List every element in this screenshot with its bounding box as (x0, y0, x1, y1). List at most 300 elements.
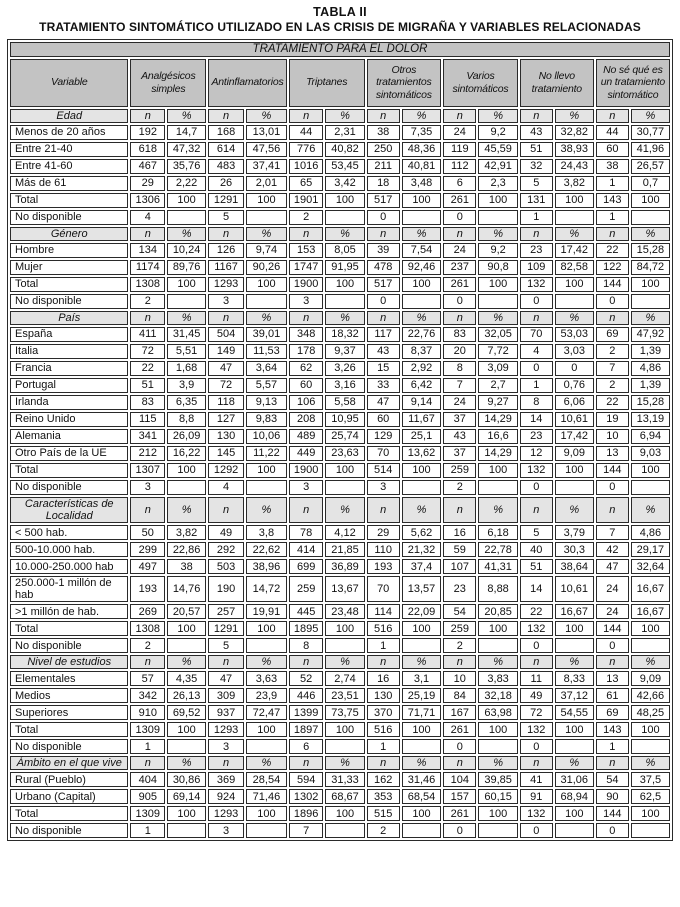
subheader-n: n (367, 655, 400, 669)
table-row (10, 463, 670, 478)
data-cell: 8 (289, 638, 324, 653)
data-cell: 32,64 (631, 559, 670, 574)
data-cell: 26 (208, 176, 244, 191)
data-cell: 23 (520, 243, 553, 258)
subheader-pct: % (555, 756, 594, 770)
data-cell (246, 739, 287, 754)
data-cell: 29,17 (631, 542, 670, 557)
data-cell: 89,76 (167, 260, 206, 275)
subheader-pct: % (402, 756, 441, 770)
column-header-variable: Variable (10, 59, 128, 107)
data-cell: 14,29 (478, 446, 517, 461)
table-row (10, 789, 670, 804)
data-cell: 2 (443, 480, 476, 495)
data-cell: 59 (443, 542, 476, 557)
data-cell (246, 480, 287, 495)
data-cell: 1,39 (631, 378, 670, 393)
data-cell: 25,19 (402, 688, 441, 703)
data-cell: 22 (596, 243, 629, 258)
data-cell: 119 (443, 142, 476, 157)
data-cell: 132 (520, 463, 553, 478)
data-cell: 20,85 (478, 604, 517, 619)
data-cell (325, 294, 364, 309)
data-cell: 130 (208, 429, 244, 444)
data-cell: 10 (443, 671, 476, 686)
subheader-pct: % (631, 311, 670, 325)
data-cell: 259 (443, 621, 476, 636)
data-cell: 489 (289, 429, 324, 444)
data-cell: 131 (520, 193, 553, 208)
data-cell (167, 638, 206, 653)
data-cell: 100 (167, 277, 206, 292)
data-cell: 9,13 (246, 395, 287, 410)
data-cell: 24 (443, 125, 476, 140)
data-cell: 369 (208, 772, 244, 787)
subheader-pct: % (478, 311, 517, 325)
data-cell: 10 (596, 429, 629, 444)
data-cell: 1 (520, 378, 553, 393)
data-cell: 2 (130, 294, 165, 309)
data-cell: 1291 (208, 621, 244, 636)
data-cell (478, 210, 517, 225)
data-cell: 0 (520, 361, 553, 376)
row-label: Francia (10, 361, 128, 376)
subheader-pct: % (246, 497, 287, 523)
data-cell: 7 (289, 823, 324, 838)
data-cell: 33 (367, 378, 400, 393)
data-cell: 72 (208, 378, 244, 393)
data-cell: 212 (130, 446, 165, 461)
data-cell: 9,2 (478, 125, 517, 140)
subheader-n: n (130, 311, 165, 325)
data-cell: 1167 (208, 260, 244, 275)
data-cell: 44 (596, 125, 629, 140)
data-cell: 100 (246, 806, 287, 821)
data-cell: 72 (130, 344, 165, 359)
data-cell: 43 (443, 429, 476, 444)
band-title: TRATAMIENTO PARA EL DOLOR (10, 42, 670, 57)
data-cell: 11 (520, 671, 553, 686)
data-cell: 0 (520, 638, 553, 653)
data-cell: 117 (367, 327, 400, 342)
data-cell (402, 739, 441, 754)
data-cell: 16,67 (631, 576, 670, 602)
data-cell: 100 (478, 806, 517, 821)
data-cell: 100 (325, 463, 364, 478)
data-cell: 100 (631, 193, 670, 208)
data-cell: 100 (402, 463, 441, 478)
data-cell: 53,03 (555, 327, 594, 342)
subheader-pct: % (402, 109, 441, 123)
data-cell: 100 (555, 277, 594, 292)
data-cell: 1 (596, 210, 629, 225)
data-cell: 517 (367, 277, 400, 292)
table-row (10, 429, 670, 444)
data-cell (631, 294, 670, 309)
data-cell: 16,67 (555, 604, 594, 619)
data-cell: 144 (596, 463, 629, 478)
subheader-pct: % (167, 227, 206, 241)
data-cell: 47,92 (631, 327, 670, 342)
data-cell: 37,5 (631, 772, 670, 787)
data-cell: 13,57 (402, 576, 441, 602)
data-cell: 237 (443, 260, 476, 275)
subheader-pct: % (402, 311, 441, 325)
data-cell (478, 294, 517, 309)
data-cell: 16,6 (478, 429, 517, 444)
data-cell: 100 (167, 621, 206, 636)
data-cell: 1,39 (631, 344, 670, 359)
data-cell: 41 (520, 772, 553, 787)
data-cell: 0 (596, 638, 629, 653)
data-cell: 11,53 (246, 344, 287, 359)
subheader-n: n (367, 227, 400, 241)
data-cell: 1895 (289, 621, 324, 636)
table-row (10, 344, 670, 359)
data-cell: 0,76 (555, 378, 594, 393)
data-cell: 22,62 (246, 542, 287, 557)
section-name: Edad (10, 109, 128, 123)
data-cell: 19,91 (246, 604, 287, 619)
section-name: Ámbito en el que vive (10, 756, 128, 770)
data-cell: 3,8 (246, 525, 287, 540)
subheader-pct: % (478, 109, 517, 123)
data-cell: 100 (325, 193, 364, 208)
subheader-pct: % (631, 227, 670, 241)
data-cell: 0 (596, 823, 629, 838)
data-cell: 145 (208, 446, 244, 461)
data-cell: 144 (596, 277, 629, 292)
data-cell: 50 (130, 525, 165, 540)
data-cell: 1900 (289, 463, 324, 478)
data-cell: 13 (596, 671, 629, 686)
subheader-n: n (208, 109, 244, 123)
subheader-pct: % (167, 756, 206, 770)
data-cell: 38 (596, 159, 629, 174)
row-label: Rural (Pueblo) (10, 772, 128, 787)
data-cell: 37,41 (246, 159, 287, 174)
data-cell: 22,78 (478, 542, 517, 557)
data-cell: 7,35 (402, 125, 441, 140)
data-cell: 72 (520, 705, 553, 720)
data-cell: 1 (130, 823, 165, 838)
data-cell (631, 210, 670, 225)
data-cell: 5 (208, 210, 244, 225)
data-cell: 39 (367, 243, 400, 258)
data-cell: 100 (167, 722, 206, 737)
section-header-row (10, 756, 670, 770)
data-cell: 91,95 (325, 260, 364, 275)
data-cell: 1 (596, 739, 629, 754)
data-cell: 2,74 (325, 671, 364, 686)
data-cell: 8,37 (402, 344, 441, 359)
data-cell: 31,33 (325, 772, 364, 787)
data-cell: 65 (289, 176, 324, 191)
data-cell: 32,82 (555, 125, 594, 140)
data-cell: 39,01 (246, 327, 287, 342)
table-row (10, 243, 670, 258)
data-cell: 0 (367, 294, 400, 309)
data-cell (246, 210, 287, 225)
data-cell: 100 (402, 277, 441, 292)
data-cell: 13 (596, 446, 629, 461)
data-cell: 9,37 (325, 344, 364, 359)
data-cell: 309 (208, 688, 244, 703)
subheader-n: n (130, 756, 165, 770)
data-cell: 0 (443, 294, 476, 309)
data-cell: 2,3 (478, 176, 517, 191)
data-cell (555, 480, 594, 495)
data-cell: 90,8 (478, 260, 517, 275)
data-cell: 23,51 (325, 688, 364, 703)
data-cell (555, 294, 594, 309)
data-cell: 5,58 (325, 395, 364, 410)
subheader-pct: % (246, 227, 287, 241)
title-block (0, 0, 680, 35)
data-cell: 100 (325, 806, 364, 821)
data-cell: 54 (443, 604, 476, 619)
data-cell: 100 (246, 722, 287, 737)
row-label: No disponible (10, 480, 128, 495)
row-label: Total (10, 463, 128, 478)
subheader-n: n (208, 655, 244, 669)
subheader-n: n (208, 756, 244, 770)
data-cell: 1900 (289, 277, 324, 292)
data-cell: 69 (596, 327, 629, 342)
data-cell (631, 638, 670, 653)
subheader-n: n (596, 756, 629, 770)
row-label: No disponible (10, 294, 128, 309)
data-cell: 43 (367, 344, 400, 359)
data-cell: 73,75 (325, 705, 364, 720)
data-cell: 8 (443, 361, 476, 376)
subheader-pct: % (246, 655, 287, 669)
data-cell: 6,35 (167, 395, 206, 410)
data-cell: 614 (208, 142, 244, 157)
data-cell: 16 (443, 525, 476, 540)
data-cell: 2 (596, 344, 629, 359)
data-cell: 8 (520, 395, 553, 410)
row-label: Reino Unido (10, 412, 128, 427)
column-header-otros-tratamientos: Otros tratamientos sintomáticos (367, 59, 442, 107)
data-cell: 10,24 (167, 243, 206, 258)
data-cell: 23 (443, 576, 476, 602)
data-cell (402, 823, 441, 838)
data-cell: 78 (289, 525, 324, 540)
data-cell: 23 (520, 429, 553, 444)
data-cell: 127 (208, 412, 244, 427)
table-row (10, 176, 670, 191)
data-cell (478, 638, 517, 653)
subheader-n: n (520, 655, 553, 669)
data-cell: 51 (520, 142, 553, 157)
data-cell: 38,96 (246, 559, 287, 574)
table-row (10, 480, 670, 495)
data-cell: 26,57 (631, 159, 670, 174)
data-cell: 3,83 (478, 671, 517, 686)
data-cell: 30,77 (631, 125, 670, 140)
data-cell: 483 (208, 159, 244, 174)
data-cell: 32,05 (478, 327, 517, 342)
data-cell: 68,54 (402, 789, 441, 804)
data-cell: 4 (208, 480, 244, 495)
row-label: Total (10, 806, 128, 821)
subheader-pct: % (631, 756, 670, 770)
data-cell: 13,67 (325, 576, 364, 602)
subheader-pct: % (325, 311, 364, 325)
data-cell: 100 (402, 722, 441, 737)
section-name: Características de Localidad (10, 497, 128, 523)
data-cell: 22,76 (402, 327, 441, 342)
table-subtitle: TRATAMIENTO SINTOMÁTICO UTILIZADO EN LAS CRISIS DE MIGRAÑA Y VARIABLES RELACIONADAS (39, 20, 641, 34)
data-cell: 107 (443, 559, 476, 574)
column-header-no-llevo-tratamiento: No llevo tratamiento (520, 59, 594, 107)
data-cell: 13,01 (246, 125, 287, 140)
subheader-pct: % (167, 311, 206, 325)
data-cell: 192 (130, 125, 165, 140)
data-cell: 1307 (130, 463, 165, 478)
data-cell: 0 (555, 361, 594, 376)
data-cell: 100 (631, 277, 670, 292)
row-label: Alemania (10, 429, 128, 444)
table-row (10, 772, 670, 787)
data-cell: 47 (208, 671, 244, 686)
data-cell: 26,13 (167, 688, 206, 703)
subheader-n: n (596, 109, 629, 123)
data-cell: 104 (443, 772, 476, 787)
data-cell: 3,48 (402, 176, 441, 191)
data-cell: 11,67 (402, 412, 441, 427)
data-cell: 54 (596, 772, 629, 787)
data-cell: 25,1 (402, 429, 441, 444)
data-cell: 0 (520, 739, 553, 754)
data-cell: 9,03 (631, 446, 670, 461)
data-cell (402, 638, 441, 653)
data-cell: 4,86 (631, 525, 670, 540)
subheader-pct: % (402, 227, 441, 241)
table-row (10, 210, 670, 225)
data-cell: 100 (631, 463, 670, 478)
row-label: < 500 hab. (10, 525, 128, 540)
column-header-triptanes: Triptanes (289, 59, 365, 107)
subheader-n: n (289, 109, 324, 123)
data-cell (325, 210, 364, 225)
data-cell: 17,42 (555, 429, 594, 444)
data-cell: 112 (443, 159, 476, 174)
row-label: No disponible (10, 739, 128, 754)
data-cell: 1 (367, 638, 400, 653)
data-cell: 54,55 (555, 705, 594, 720)
data-cell: 69,14 (167, 789, 206, 804)
data-cell: 15,28 (631, 243, 670, 258)
data-cell: 40,82 (325, 142, 364, 157)
subheader-n: n (208, 311, 244, 325)
data-cell: 100 (167, 193, 206, 208)
data-cell: 504 (208, 327, 244, 342)
data-cell: 4 (520, 344, 553, 359)
data-cell: 129 (367, 429, 400, 444)
subheader-n: n (443, 655, 476, 669)
data-cell (631, 480, 670, 495)
row-label: Hombre (10, 243, 128, 258)
data-cell: 100 (246, 463, 287, 478)
data-cell: 6,94 (631, 429, 670, 444)
data-cell: 5 (520, 176, 553, 191)
data-cell: 2 (130, 638, 165, 653)
data-cell: 9,2 (478, 243, 517, 258)
data-cell: 45,59 (478, 142, 517, 157)
data-cell: 24 (596, 576, 629, 602)
data-cell (325, 480, 364, 495)
data-cell: 168 (208, 125, 244, 140)
table-row (10, 739, 670, 754)
subheader-pct: % (631, 109, 670, 123)
data-cell: 261 (443, 722, 476, 737)
data-cell: 30,86 (167, 772, 206, 787)
data-cell: 0 (520, 480, 553, 495)
data-cell: 0 (520, 294, 553, 309)
data-cell: 250 (367, 142, 400, 157)
data-cell: 2,31 (325, 125, 364, 140)
data-cell: 0 (367, 210, 400, 225)
data-cell: 1 (130, 739, 165, 754)
data-cell: 122 (596, 260, 629, 275)
data-cell: 9,83 (246, 412, 287, 427)
data-cell: 178 (289, 344, 324, 359)
table-row (10, 395, 670, 410)
data-cell: 21,32 (402, 542, 441, 557)
data-cell: 90,26 (246, 260, 287, 275)
data-cell: 3,63 (246, 671, 287, 686)
data-cell: 47 (596, 559, 629, 574)
subheader-n: n (520, 497, 553, 523)
data-cell: 18 (367, 176, 400, 191)
row-label: No disponible (10, 210, 128, 225)
row-label: Italia (10, 344, 128, 359)
data-cell: 467 (130, 159, 165, 174)
data-cell: 100 (325, 277, 364, 292)
data-cell: 37,12 (555, 688, 594, 703)
data-cell: 132 (520, 806, 553, 821)
data-cell: 193 (367, 559, 400, 574)
data-cell: 1747 (289, 260, 324, 275)
subheader-n: n (596, 311, 629, 325)
data-cell: 100 (167, 806, 206, 821)
table-row (10, 576, 670, 602)
data-cell: 2 (443, 638, 476, 653)
data-cell: 4,35 (167, 671, 206, 686)
data-cell: 3 (367, 480, 400, 495)
subheader-n: n (520, 756, 553, 770)
data-cell: 36,89 (325, 559, 364, 574)
section-header-row (10, 227, 670, 241)
data-cell: 5,62 (402, 525, 441, 540)
data-cell: 22,86 (167, 542, 206, 557)
data-cell: 41,31 (478, 559, 517, 574)
data-cell: 3,09 (478, 361, 517, 376)
subheader-n: n (367, 497, 400, 523)
data-cell: 39,85 (478, 772, 517, 787)
data-cell: 32 (520, 159, 553, 174)
table-row (10, 559, 670, 574)
data-cell: 132 (520, 277, 553, 292)
data-cell: 53,45 (325, 159, 364, 174)
data-cell: 62 (289, 361, 324, 376)
data-cell: 9,74 (246, 243, 287, 258)
data-cell: 5,57 (246, 378, 287, 393)
section-header-row (10, 109, 670, 123)
data-cell: 1399 (289, 705, 324, 720)
